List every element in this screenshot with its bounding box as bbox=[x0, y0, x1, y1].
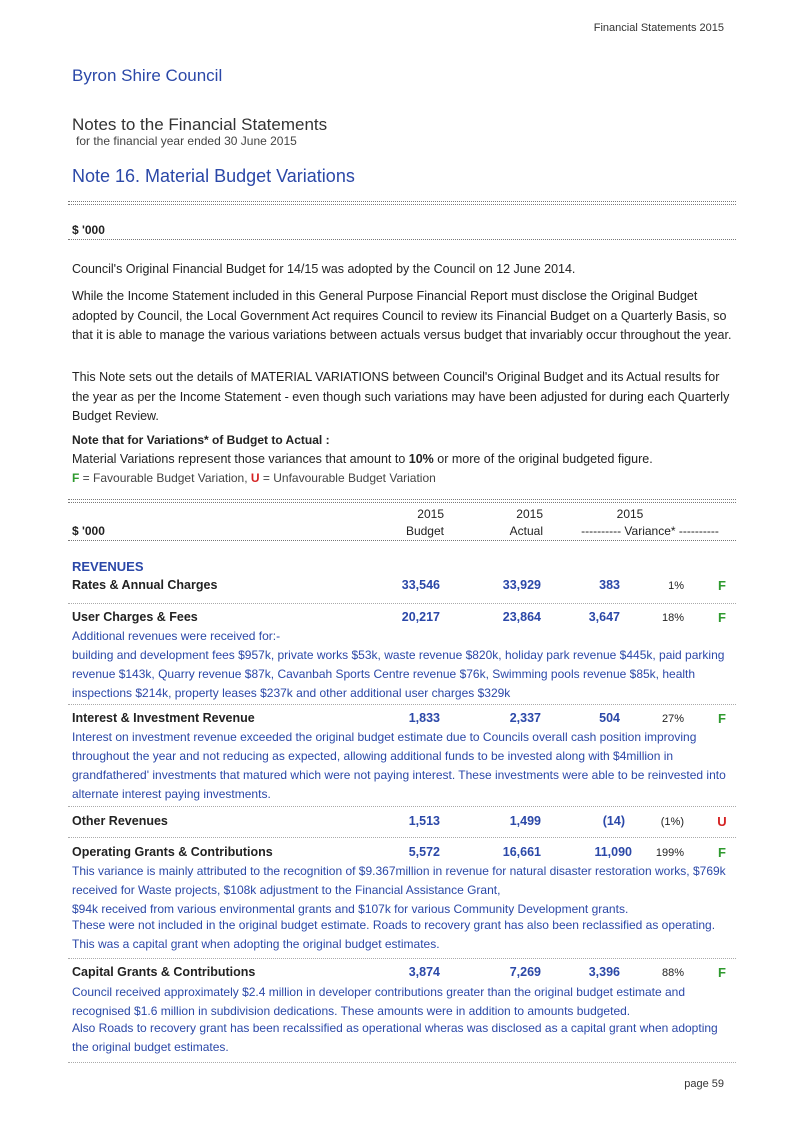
row-variance-pct: 18% bbox=[661, 612, 684, 624]
row-variance: 504 bbox=[599, 711, 620, 725]
row-explanation: Council received approximately $2.4 million in developer contributions greater than the original budget estimate and recognised $1.6 million in subdivision dedications. These amounts were in addition to amounts budgeted. bbox=[72, 985, 686, 1018]
units-label: $ '000 bbox=[72, 223, 105, 237]
divider bbox=[68, 603, 736, 604]
legend bbox=[72, 471, 436, 485]
row-label-interest: Interest & Investment Revenue bbox=[72, 711, 255, 725]
divider bbox=[68, 499, 736, 500]
divider bbox=[68, 540, 736, 541]
row-explanation: This variance is mainly attributed to the recognition of $9.367million in revenue for natural disaster restoration works, $769k received for Waste projects, $108k adjustment to the Financial Assistance Grant, bbox=[72, 864, 726, 897]
row-budget: 20,217 bbox=[401, 610, 440, 624]
variance-note-line bbox=[72, 450, 732, 470]
row-budget: 3,874 bbox=[408, 965, 440, 979]
divider bbox=[68, 502, 736, 503]
row-variance: 11,090 bbox=[594, 845, 632, 859]
row-label-capital-grants: Capital Grants & Contributions bbox=[72, 965, 256, 979]
row-label-rates: Rates & Annual Charges bbox=[72, 578, 218, 592]
row-variance: (14) bbox=[602, 814, 625, 828]
variance-note-text: or more of the original budgeted figure. bbox=[433, 452, 653, 466]
row-budget: 1,833 bbox=[408, 711, 440, 725]
intro-paragraph-1: Council's Original Financial Budget for 14/15 was adopted by the Council on 12 June 2014. bbox=[72, 262, 576, 276]
divider bbox=[68, 704, 736, 705]
row-flag: F bbox=[718, 610, 726, 625]
row-explanation: $94k received from various environmental grants and $107k for various Community Development grants. bbox=[72, 902, 629, 916]
year-header-actual: 2015 bbox=[516, 507, 543, 521]
row-variance-pct: 1% bbox=[668, 580, 684, 592]
row-flag: F bbox=[718, 845, 726, 860]
row-actual: 7,269 bbox=[509, 965, 541, 979]
intro-paragraph-3: This Note sets out the details of MATERIAL VARIATIONS between Council's Original Budget and its Actual results for the year as per the Income Statement - even though such variations may have been adjusted for during each Quarterly Budget Review. bbox=[72, 370, 730, 423]
row-variance: 3,647 bbox=[588, 610, 620, 624]
row-explanation: Additional revenues were received for:- bbox=[72, 629, 281, 643]
row-flag: F bbox=[718, 965, 726, 980]
table-units: $ '000 bbox=[72, 524, 105, 538]
row-actual: 16,661 bbox=[502, 845, 541, 859]
legend-unfavourable-flag: U bbox=[250, 471, 260, 485]
row-actual: 1,499 bbox=[509, 814, 541, 828]
row-variance-pct: 88% bbox=[661, 967, 684, 979]
row-actual: 23,864 bbox=[502, 610, 541, 624]
column-header-budget: Budget bbox=[405, 524, 444, 538]
row-variance-pct: 199% bbox=[655, 847, 684, 859]
page-number: page 59 bbox=[684, 1078, 724, 1090]
row-budget: 5,572 bbox=[408, 845, 440, 859]
row-label-operating-grants: Operating Grants & Contributions bbox=[72, 845, 273, 859]
row-variance: 383 bbox=[599, 578, 620, 592]
document-header: Financial Statements 2015 bbox=[593, 22, 724, 34]
row-actual: 2,337 bbox=[509, 711, 541, 725]
row-flag: U bbox=[717, 814, 727, 829]
note-heading: Note 16. Material Budget Variations bbox=[72, 166, 355, 186]
row-variance-pct: 27% bbox=[661, 713, 684, 725]
year-header-budget: 2015 bbox=[417, 507, 444, 521]
divider bbox=[68, 204, 736, 205]
divider bbox=[68, 201, 736, 202]
intro-paragraph-2: While the Income Statement included in this General Purpose Financial Report must disclose the Original Budget adopted by Council, the Local Government Act requires Council to review its Financial Budget on a Quarterly Basis, so that it is able to manage the various variations between actuals versus budget that invariably occur throughout the year. bbox=[72, 289, 732, 342]
row-explanation: These were not included in the original budget estimate. Roads to recovery grant has also been reclassified as operating. This was a capital grant when adopting the original budget estimates. bbox=[72, 918, 716, 951]
divider bbox=[68, 239, 736, 240]
section-heading-revenues: REVENUES bbox=[72, 559, 144, 574]
organisation-name: Byron Shire Council bbox=[72, 66, 223, 85]
divider bbox=[68, 837, 736, 838]
row-flag: F bbox=[718, 711, 726, 726]
row-explanation: Interest on investment revenue exceeded the original budget estimate due to Councils overall cash position improving throughout the year and not reducing as expected, allowing additional funds to be invested along with $4million in grandfathered' investments that matured which were not paying interest. These investments were able to be reinvested into alternate interest paying investments. bbox=[72, 730, 726, 801]
financial-year: for the financial year ended 30 June 2015 bbox=[76, 134, 297, 148]
row-label-other-revenues: Other Revenues bbox=[72, 814, 168, 828]
column-header-variance: ---------- Variance* ---------- bbox=[581, 524, 719, 538]
page-title: Notes to the Financial Statements bbox=[72, 115, 328, 134]
divider bbox=[68, 1062, 736, 1063]
year-header-variance: 2015 bbox=[616, 507, 644, 521]
column-header-actual: Actual bbox=[509, 524, 543, 538]
legend-favourable-text: = Favourable Budget Variation, bbox=[79, 471, 251, 485]
legend-unfavourable-text: = Unfavourable Budget Variation bbox=[259, 471, 436, 485]
variance-note-heading: Note that for Variations* of Budget to Actual : bbox=[72, 433, 330, 447]
row-variance: 3,396 bbox=[588, 965, 620, 979]
variance-note-text: Material Variations represent those variances that amount to bbox=[72, 452, 409, 466]
row-actual: 33,929 bbox=[502, 578, 541, 592]
divider bbox=[68, 958, 736, 959]
row-budget: 1,513 bbox=[408, 814, 440, 828]
row-explanation: building and development fees $957k, private works $53k, waste revenue $820k, holiday park revenue $445k, paid parking revenue $143k, Quarry revenue $87k, Cavanbah Sports Centre revenue $76k, Swimming pools revenue $85k, health inspections $214k, property leases $237k and other additional user charges $329k bbox=[72, 648, 725, 700]
legend-favourable-flag: F bbox=[72, 471, 80, 485]
row-label-user-charges: User Charges & Fees bbox=[72, 610, 198, 624]
variance-threshold: 10% bbox=[408, 452, 434, 466]
row-variance-pct: (1%) bbox=[660, 816, 684, 828]
row-explanation: Also Roads to recovery grant has been recalssified as operational wheras was disclosed as a capital grant when adopting the original budget estimates. bbox=[72, 1021, 718, 1054]
row-budget: 33,546 bbox=[401, 578, 440, 592]
row-flag: F bbox=[718, 578, 726, 593]
divider bbox=[68, 806, 736, 807]
